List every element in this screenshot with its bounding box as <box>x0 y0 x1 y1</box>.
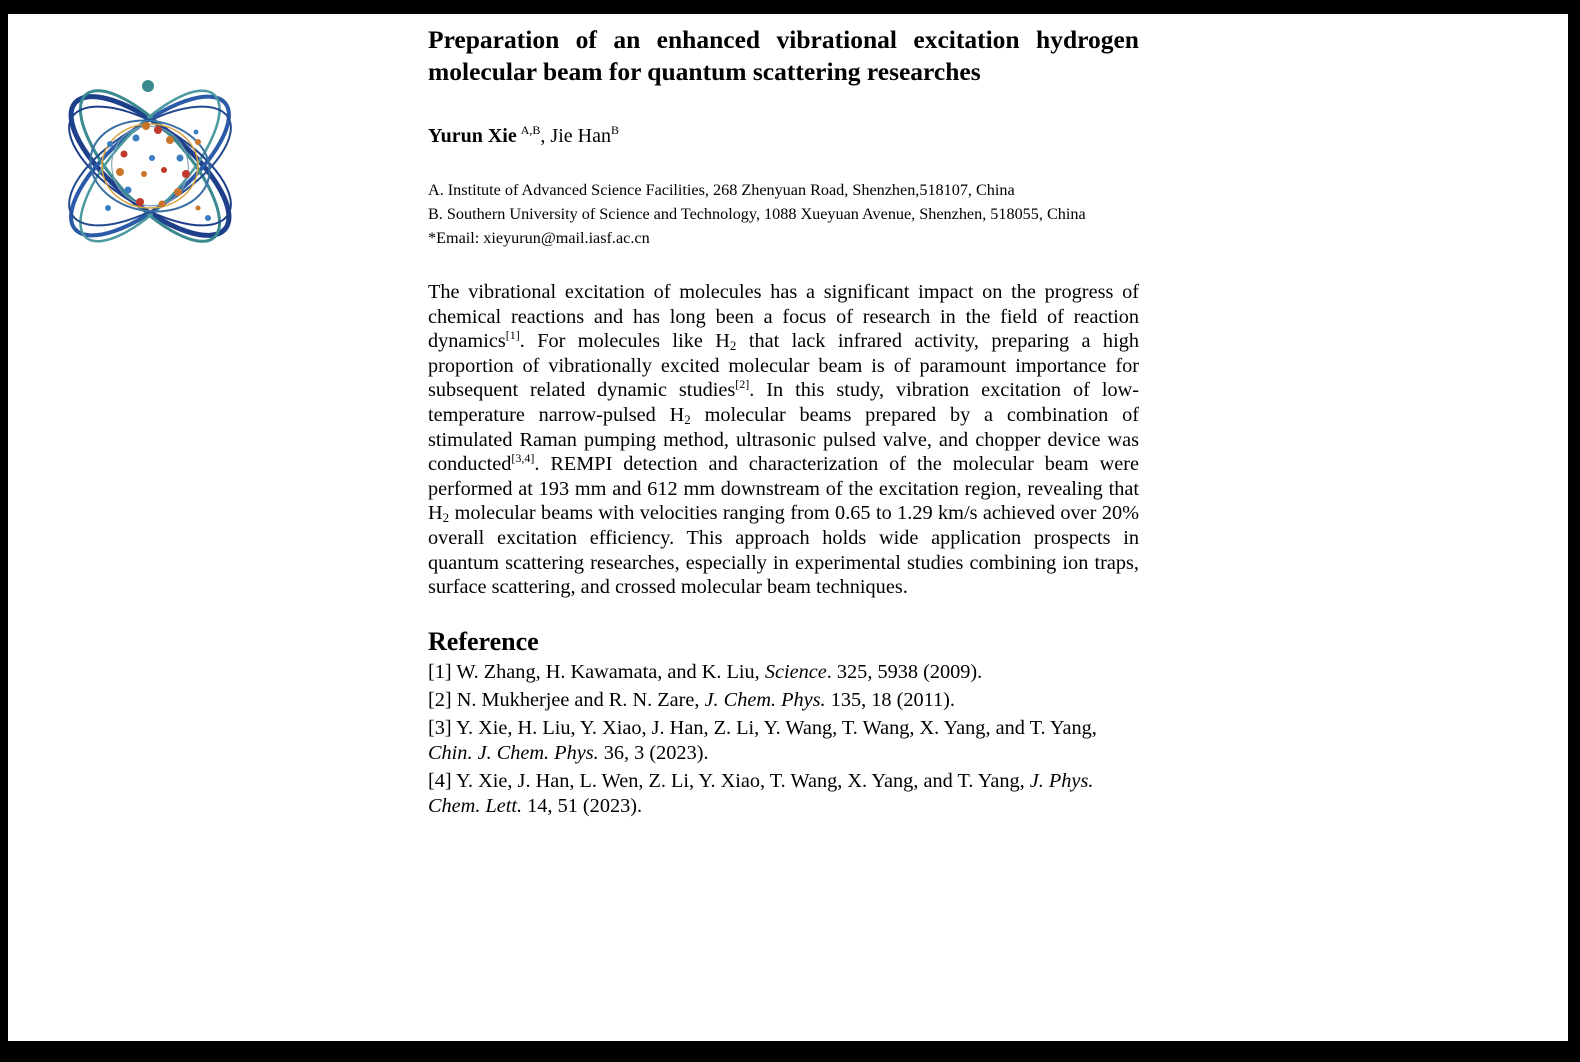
abstract-text: that lack infrared activity, preparing a high proportion of vibrationally excited molecular beam is of paramount importance for subsequent related dynamic studies <box>428 330 1139 402</box>
abstract-text: . REMPI detection and characterization of the molecular beam were performed at 193 mm and 612 mm downstream of the excitation region, revealing that H <box>428 453 1139 525</box>
author-list <box>428 118 1139 148</box>
reference-details: 135, 18 (2011). <box>825 688 955 711</box>
reference-item <box>428 660 1108 685</box>
reference-journal: Chin. J. Chem. Phys. <box>428 741 599 764</box>
abstract-text: . For molecules like H <box>519 330 730 353</box>
paper-page <box>8 14 1568 1041</box>
reference-item <box>428 688 1108 713</box>
abstract <box>428 280 1139 600</box>
affiliation-a: A. Institute of Advanced Science Facilities, 268 Zhenyuan Road, Shenzhen,518107, China <box>428 181 1015 199</box>
paper-content <box>428 24 1139 822</box>
reference-heading: Reference <box>428 626 539 656</box>
reference-details: . 325, 5938 (2009). <box>826 660 983 683</box>
abstract-text: molecular beams with velocities ranging from 0.65 to 1.29 km/s achieved over 20% overall excitation efficiency. This approach holds wide application prospects in quantum scattering researches, especially in experimental studies combining ion traps, surface scattering, and crossed molecular beam techniques. <box>428 502 1139 599</box>
abstract-text: . In this study, vibration excitation of low-temperature narrow-pulsed H <box>428 379 1139 426</box>
affiliation-list <box>428 178 1139 250</box>
author-name: Yurun Xie <box>428 125 517 147</box>
reference-item <box>428 716 1108 766</box>
reference-authors: [4] Y. Xie, J. Han, L. Wen, Z. Li, Y. Xiao, T. Wang, X. Yang, and T. Yang, <box>428 769 1030 792</box>
subscript: 2 <box>729 338 737 354</box>
affiliation-b: B. Southern University of Science and Technology, 1088 Xueyuan Avenue, Shenzhen, 518055, China <box>428 205 1086 223</box>
paper-title: Preparation of an enhanced vibrational excitation hydrogen molecular beam for quantum scattering researches <box>428 25 1139 86</box>
reference-authors: [2] N. Mukherjee and R. N. Zare, <box>428 688 705 711</box>
reference-list <box>428 660 1139 819</box>
citation-mark: [2] <box>735 377 750 392</box>
abstract-text: molecular beams prepared by a combination of stimulated Raman pumping method, ultrasonic pulsed valve, and chopper device was conducted <box>428 403 1139 476</box>
abstract-text: The vibrational excitation of molecules has a significant impact on the progress of chemical reactions and has long been a focus of research in the field of reaction dynamics <box>428 281 1139 353</box>
reference-details: 36, 3 (2023). <box>598 741 709 764</box>
reference-authors: [1] W. Zhang, H. Kawamata, and K. Liu, <box>428 660 765 683</box>
citation-mark: [1] <box>505 328 520 343</box>
citation-mark: [3,4] <box>511 451 535 466</box>
author-separator: , <box>540 125 551 147</box>
subscript: 2 <box>684 411 691 427</box>
author-affiliation-mark: A,B <box>520 123 541 137</box>
reference-journal: J. Chem. Phys. <box>704 688 826 711</box>
reference-details: 14, 51 (2023). <box>522 794 643 817</box>
reference-item <box>428 769 1108 819</box>
reference-authors: [3] Y. Xie, H. Liu, Y. Xiao, J. Han, Z. Li, Y. Wang, T. Wang, X. Yang, and T. Yang, <box>428 716 1097 739</box>
reference-journal: Science <box>764 660 827 683</box>
author-affiliation-mark: B <box>610 123 619 137</box>
reference-journal: J. Phys. Chem. Lett. <box>428 769 1094 817</box>
subscript: 2 <box>442 510 450 526</box>
atom-orbits-icon <box>48 58 253 273</box>
contact-email: *Email: xieyurun@mail.iasf.ac.cn <box>428 229 650 247</box>
author-name: Jie Han <box>550 125 611 147</box>
